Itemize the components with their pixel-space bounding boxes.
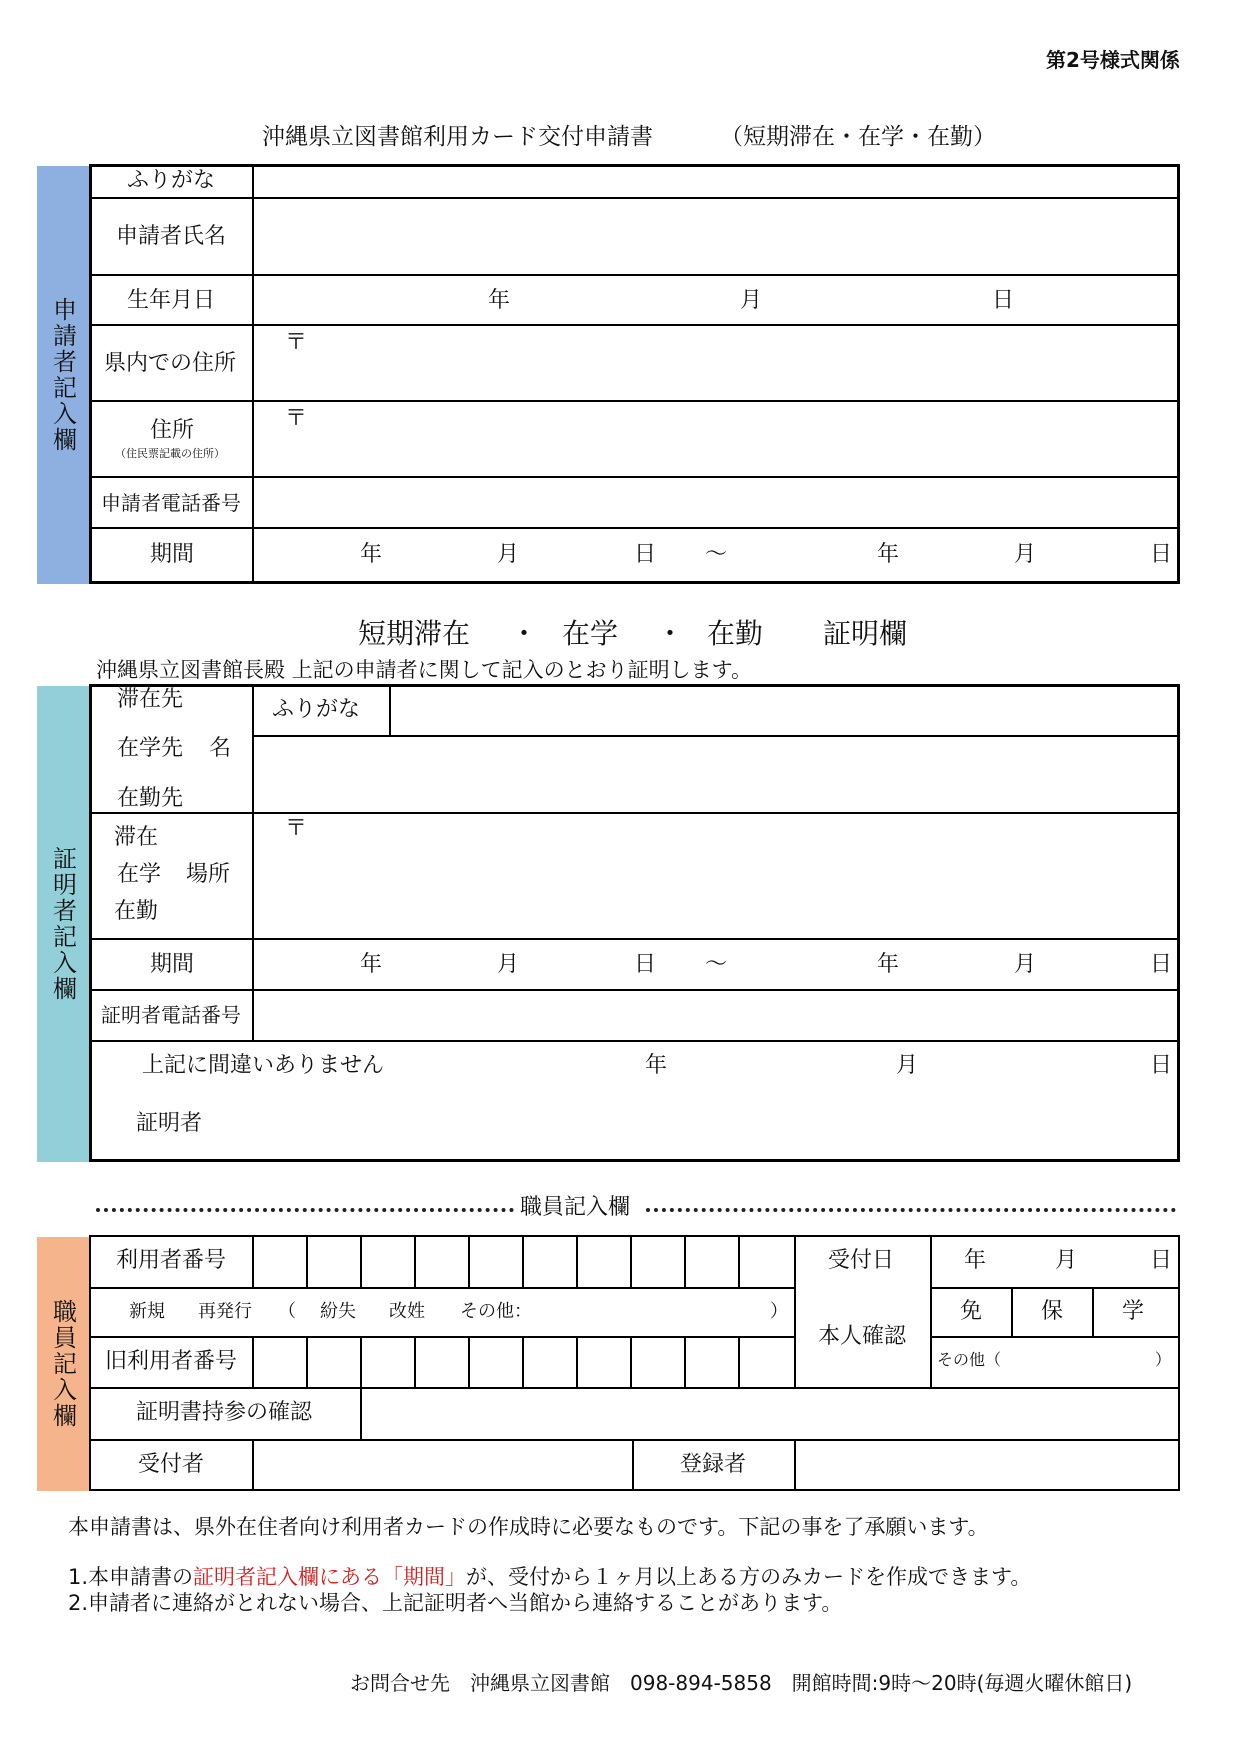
period-end-month: 月 [1014, 542, 1037, 567]
confirm-year-unit: 年 [645, 1053, 668, 1078]
certifier-sign-field[interactable] [92, 1042, 1178, 1159]
cert-heading-3: 在勤 [707, 617, 764, 650]
cert-period-end-year: 年 [877, 952, 900, 977]
cert-heading-1: 短期滞在 [358, 617, 471, 650]
cert-heading-dot-1: ・ [510, 617, 539, 650]
id-other-close: ） [1155, 1350, 1172, 1369]
certifier-phone-label: 証明者電話番号 [101, 1003, 241, 1027]
form-number: 第2号様式関係 [1046, 48, 1180, 72]
applicant-phone-field[interactable] [254, 478, 1178, 527]
notice-item-2: 2.申請者に連絡がとれない場合、上記証明者へ当館から連絡することがあります。 [68, 1591, 843, 1615]
loc-work-label: 在勤 [114, 899, 159, 924]
cert-confirm-label: 証明書持参の確認 [136, 1400, 313, 1425]
received-year-unit: 年 [964, 1248, 987, 1273]
old-user-number-label: 旧利用者番号 [105, 1349, 238, 1374]
pref-address-label: 県内での住所 [104, 351, 237, 376]
work-place-label: 在勤先 [117, 786, 184, 811]
period-end-day: 日 [1150, 542, 1173, 567]
loc-suffix: 場所 [186, 862, 231, 887]
applicant-phone-label: 申請者電話番号 [101, 491, 241, 515]
id-license[interactable]: 免 [960, 1299, 983, 1324]
dotted-divider-right [646, 1208, 1176, 1212]
id-student[interactable]: 学 [1122, 1299, 1145, 1324]
period-start-day: 日 [634, 542, 657, 567]
certifier-phone-field[interactable] [254, 991, 1178, 1040]
school-place-label: 在学先 [117, 736, 184, 761]
cert-heading-2: 在学 [562, 617, 619, 650]
reason-close-paren: ） [770, 1301, 788, 1322]
furigana-field[interactable] [254, 167, 1178, 197]
received-day-unit: 日 [1150, 1248, 1173, 1273]
received-date-label: 受付日 [828, 1248, 895, 1273]
receiver-label: 受付者 [138, 1452, 205, 1477]
notice-item-1: 1.本申請書の証明者記入欄にある「期間」が、受付から１ヶ月以上ある方のみカードを作成できます。 [68, 1565, 1032, 1589]
place-name-suffix: 名 [209, 736, 232, 761]
contact-footer: お問合せ先 沖縄県立図書館 098-894-5858 開館時間:9時～20時(毎週火曜休館日) [350, 1671, 1133, 1695]
cert-period-start-day: 日 [634, 952, 657, 977]
certifier-label: 証明者 [136, 1111, 203, 1136]
period-label: 期間 [150, 542, 195, 567]
cert-period-label: 期間 [150, 952, 195, 977]
loc-school-label: 在学 [117, 862, 162, 887]
registrar-field[interactable] [796, 1441, 1178, 1489]
cert-period-end-month: 月 [1014, 952, 1037, 977]
birth-year-unit: 年 [488, 288, 511, 313]
notice-highlight: 証明者記入欄にある「期間」 [193, 1565, 467, 1589]
cert-period-start-year: 年 [360, 952, 383, 977]
staff-section-label: 職員記入欄 [48, 1299, 77, 1429]
applicant-section-bar [37, 166, 89, 584]
birthdate-field[interactable] [254, 276, 1178, 324]
user-number-boxes[interactable] [254, 1237, 794, 1287]
reason-other[interactable]: その他： [460, 1301, 532, 1322]
dotted-divider-left [96, 1208, 514, 1212]
confirm-month-unit: 月 [896, 1053, 919, 1078]
reason-name-change[interactable]: 改姓 [389, 1301, 425, 1322]
reason-reissue[interactable]: 再発行 [198, 1301, 252, 1322]
postal-mark: 〒 [285, 816, 308, 841]
furigana-label: ふりがな [127, 168, 216, 193]
old-user-number-boxes[interactable] [254, 1338, 794, 1387]
identity-check-label: 本人確認 [818, 1324, 907, 1349]
certifier-section-label: 証明者記入欄 [48, 846, 77, 1002]
address-note: （住民票記載の住所） [115, 447, 225, 460]
postal-mark: 〒 [285, 406, 308, 431]
period-start-month: 月 [497, 542, 520, 567]
reason-new[interactable]: 新規 [129, 1301, 165, 1322]
postal-mark: 〒 [285, 330, 308, 355]
cert-furigana-field[interactable] [391, 687, 1178, 735]
pref-address-field[interactable] [254, 326, 1178, 400]
cert-period-start-month: 月 [497, 952, 520, 977]
page-title: 沖縄県立図書館利用カード交付申請書 [262, 124, 653, 150]
received-month-unit: 月 [1055, 1248, 1078, 1273]
stay-place-label: 滞在先 [117, 687, 184, 712]
loc-stay-label: 滞在 [114, 825, 159, 850]
birth-day-unit: 日 [992, 288, 1015, 313]
cert-period-end-day: 日 [1150, 952, 1173, 977]
applicant-name-label: 申請者氏名 [116, 224, 227, 249]
registrar-label: 登録者 [680, 1452, 747, 1477]
period-start-year: 年 [360, 542, 383, 567]
user-number-label: 利用者番号 [116, 1248, 227, 1273]
no-errors-text: 上記に間違いありません [142, 1053, 385, 1078]
cert-period-tilde: ～ [705, 952, 728, 977]
applicant-name-field[interactable] [254, 199, 1178, 274]
period-end-year: 年 [877, 542, 900, 567]
id-insurance[interactable]: 保 [1041, 1299, 1064, 1324]
certifier-section-bar [37, 686, 89, 1162]
place-name-field[interactable] [254, 737, 1178, 812]
confirm-day-unit: 日 [1150, 1053, 1173, 1078]
cert-furigana-label: ふりがな [272, 697, 361, 722]
staff-divider-label: 職員記入欄 [520, 1195, 631, 1220]
reason-open-paren: （ [278, 1301, 296, 1322]
receiver-field[interactable] [254, 1441, 632, 1489]
id-other-label: その他（ [937, 1350, 1002, 1369]
cert-confirm-field[interactable] [362, 1389, 1178, 1439]
period-tilde: ～ [705, 542, 728, 567]
address-field[interactable] [254, 402, 1178, 476]
birthdate-label: 生年月日 [127, 288, 216, 313]
staff-section-bar [37, 1237, 89, 1491]
cert-heading-dot-2: ・ [656, 617, 685, 650]
address-label: 住所 [150, 418, 195, 443]
reason-lost[interactable]: 紛失 [320, 1301, 356, 1322]
cert-heading-4: 証明欄 [823, 617, 908, 650]
location-field[interactable] [254, 814, 1178, 938]
page-title-suffix: （短期滞在・在学・在勤） [720, 124, 996, 150]
notice-intro: 本申請書は、県外在住者向け利用者カードの作成時に必要なものです。下記の事を了承願います。 [68, 1515, 989, 1539]
applicant-section-label: 申請者記入欄 [48, 297, 77, 453]
cert-statement: 沖縄県立図書館長殿 上記の申請者に関して記入のとおり証明します。 [96, 658, 752, 682]
birth-month-unit: 月 [740, 288, 763, 313]
